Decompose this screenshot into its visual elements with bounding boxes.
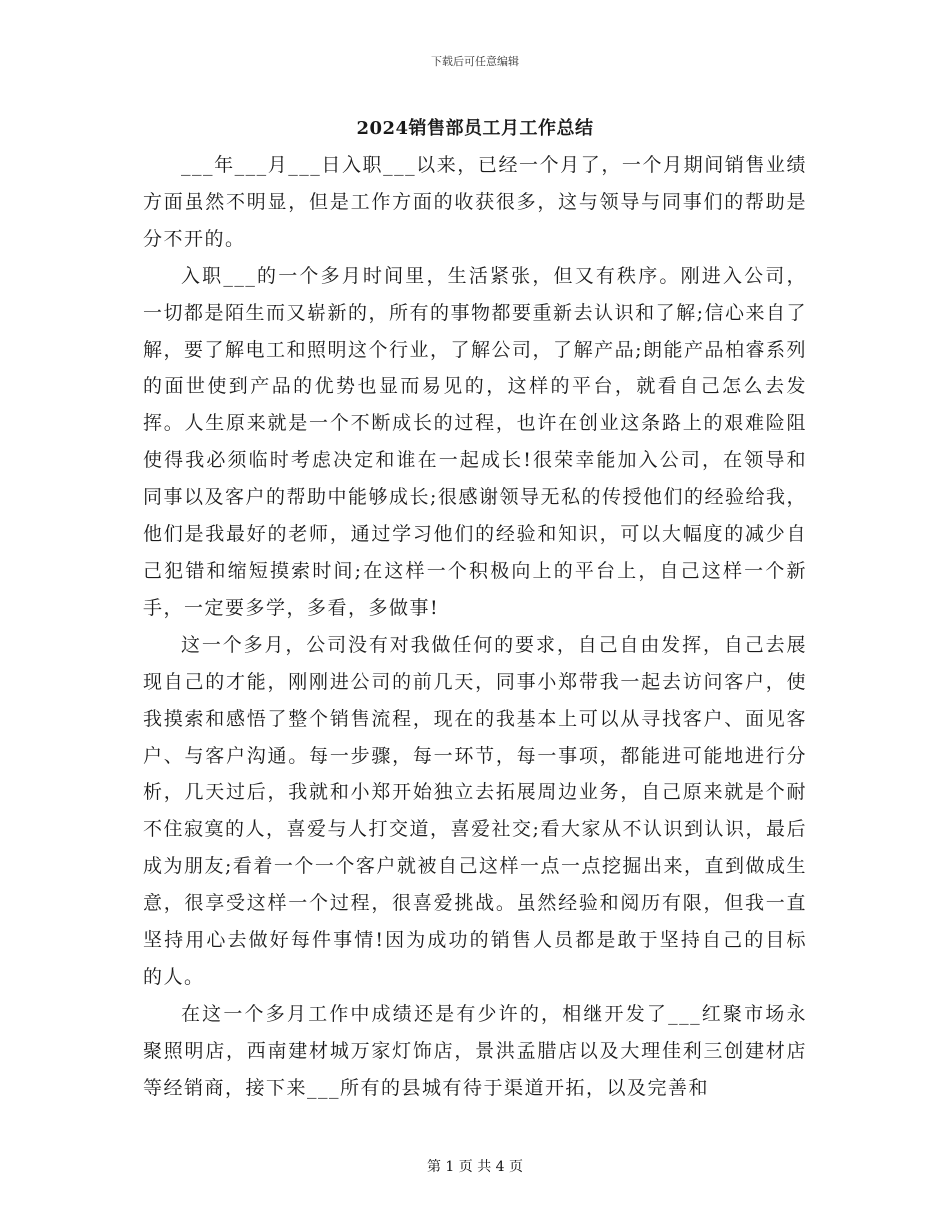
page-number-indicator: 第 1 页 共 4 页: [426, 1159, 524, 1175]
document-title: 2024销售部员工月工作总结: [356, 118, 594, 139]
paragraph-2: 入职___的一个多月时间里，生活紧张，但又有秩序。刚进入公司，一切都是陌生而又崭新的，所有的事物都要重新去认识和了解;信心来自了解，要了解电工和照明这个行业，了解公司，了解产品;朗能产品柏睿系列的面世使到产品的优势也显而易见的，这样的平台，就看自己怎么去发挥。人生原来就是一个不断成长的过程，也许在创业这条路上的艰难险阻使得我必须临时考虑决定和谁在一起成长!很荣幸能加入公司，在领导和同事以及客户的帮助中能够成长;很感谢领导无私的传授他们的经验给我，他们是我最好的老师，通过学习他们的经验和知识，可以大幅度的减少自己犯错和缩短摸索时间;在这样一个积极向上的平台上，自己这样一个新手，一定要多学，多看，多做事!: [143, 264, 807, 619]
paragraph-4: 在这一个多月工作中成绩还是有少许的，相继开发了___红聚市场永聚照明店，西南建材城万家灯饰店，景洪孟腊店以及大理佳利三创建材店等经销商，接下来___所有的县城有待于渠道开拓，以及完善和: [143, 1002, 807, 1099]
page-header-note: 下载后可任意编辑: [431, 55, 519, 68]
document-body: [143, 147, 807, 1107]
paragraph-3: 这一个多月，公司没有对我做任何的要求，自己自由发挥，自己去展现自己的才能，刚刚进公司的前几天，同事小郑带我一起去访问客户，使我摸索和感悟了整个销售流程，现在的我基本上可以从寻找客户、面见客户、与客户沟通。每一步骤，每一环节，每一事项，都能进可能地进行分析，几天过后，我就和小郑开始独立去拓展周边业务，自己原来就是个耐不住寂寞的人，喜爱与人打交道，喜爱社交;看大家从不认识到认识，最后成为朋友;看着一个一个客户就被自己这样一点一点挖掘出来，直到做成生意，很享受这样一个过程，很喜爱挑战。虽然经验和阅历有限，但我一直坚持用心去做好每件事情!因为成功的销售人员都是敢于坚持自己的目标的人。: [143, 633, 807, 988]
paragraph-1: ___年___月___日入职___以来，已经一个月了，一个月期间销售业绩方面虽然不明显，但是工作方面的收获很多，这与领导与同事们的帮助是分不开的。: [143, 154, 807, 250]
